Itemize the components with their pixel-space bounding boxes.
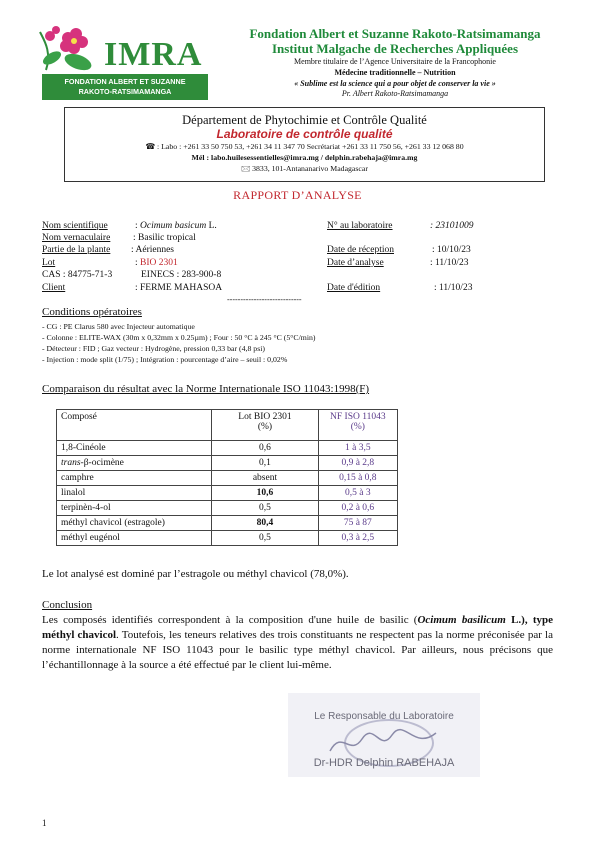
report-title: RAPPORT D’ANALYSE: [233, 188, 362, 202]
table-row: [57, 456, 398, 471]
scientific-name-label: Nom scientifique: [42, 221, 108, 231]
membership-line: Membre titulaire de l’Agence Universitaire de la Francophonie: [294, 57, 496, 66]
signatory-name: Dr-HDR Delphin RABEHAJA: [313, 757, 455, 769]
condition-line: - CG : PE Clarus 580 avec Injecteur automatique: [42, 322, 195, 331]
header-lot: Lot BIO 2301 (%): [212, 410, 318, 441]
compound-cell: linalol: [57, 486, 212, 501]
table-header-row: [57, 410, 398, 441]
analysis-date-label: Date d’analyse: [327, 258, 384, 268]
flower-icon: [38, 22, 108, 74]
dominance-statement: Le lot analysé est dominé par l’estragole ou méthyl chavicol (78,0%).: [42, 568, 349, 580]
lab-number-value: : 23101009: [430, 221, 474, 231]
client-label: Client: [42, 283, 66, 293]
plant-part-value: : Aériennes: [131, 245, 175, 255]
lot-label: Lot: [42, 258, 56, 268]
logo-wordmark: IMRA: [104, 36, 203, 73]
lot-cell: 0,6: [212, 441, 318, 456]
lot-cell: 0,1: [212, 456, 318, 471]
motto-line: « Sublime est la science qui a pour objet de conserver la vie »: [294, 79, 496, 88]
lab-title: Laboratoire de contrôle qualité: [216, 127, 393, 141]
mail-label: Mél :: [191, 153, 210, 162]
norm-cell: 0,3 à 2,5: [318, 531, 397, 546]
signature-stamp: [288, 693, 480, 777]
department-title: Département de Phytochimie et Contrôle Qualité: [182, 113, 427, 127]
header-norm: NF ISO 11043 (%): [318, 410, 397, 441]
compound-cell: 1,8-Cinéole: [57, 441, 212, 456]
table-row: [57, 501, 398, 516]
condition-line: - Colonne : ELITE-WAX (30m x 0,32mm x 0.25µm) ; Four : 50 °C à 245 °C (5°C/min): [42, 333, 316, 342]
lot-cell: absent: [212, 471, 318, 486]
mail-line: [65, 152, 544, 163]
phone-line: ☎ : Labo : +261 33 50 750 53, +261 34 11 347 70 Secrétariat +261 33 11 750 56, +261 33 12 068 80: [145, 142, 464, 151]
norm-cell: 0,5 à 3: [318, 486, 397, 501]
table-row: [57, 441, 398, 456]
einecs-number: EINECS : 283-900-8: [141, 270, 222, 280]
results-table: [56, 409, 398, 546]
client-value: : FERME MAHASOA: [135, 283, 223, 293]
founder-line: Pr. Albert Rakoto-Ratsimamanga: [341, 89, 449, 98]
compound-cell: méthyl chavicol (estragole): [57, 516, 212, 531]
logo-band-line2: RAKOTO-RATSIMAMANGA: [78, 87, 172, 96]
conditions-title: Conditions opératoires: [42, 306, 142, 318]
lot-cell: 80,4: [212, 516, 318, 531]
table-row: [57, 471, 398, 486]
lot-cell: 0,5: [212, 531, 318, 546]
scientific-name-value: : Ocimum basicum L.: [135, 221, 217, 231]
lab-number-label: N° au laboratoire: [327, 221, 393, 231]
table-row: [57, 486, 398, 501]
lot-cell: 0,5: [212, 501, 318, 516]
signatory-role: Le Responsable du Laboratoire: [314, 711, 454, 722]
plant-part-label: Partie de la plante: [42, 245, 111, 255]
institute-header: [215, 26, 575, 99]
conclusion-text: Les composés identifiés correspondent à la composition d'une huile de basilic (Ocimum basilicum L.), type méthyl chavicol. Toutefois, les teneurs relatives des trois constituants ne respectent pas la norme préconisée par la norme internationale NF ISO 11043 pour le basilic type méthyl chavicol. Par ailleurs, nous précisons que l’échantillonnage à la source a été effectué par le client lui-même.: [42, 614, 553, 671]
norm-cell: 0,9 à 2,8: [318, 456, 397, 471]
edition-date-value: : 11/10/23: [434, 283, 473, 293]
lot-value: : BIO 2301: [135, 258, 178, 268]
department-box: [64, 107, 545, 182]
table-row: [57, 516, 398, 531]
cas-number: CAS : 84775-71-3: [42, 270, 113, 280]
compound-cell: méthyl eugénol: [57, 531, 212, 546]
compound-cell: trans-β-ocimène: [57, 456, 212, 471]
reception-date-label: Date de réception: [327, 245, 394, 255]
norm-cell: 0,15 à 0,8: [318, 471, 397, 486]
logo-band-line1: FONDATION ALBERT ET SUZANNE: [64, 77, 186, 86]
norm-cell: 1 à 3,5: [318, 441, 397, 456]
header-compound: Composé: [57, 410, 212, 441]
condition-line: - Injection : mode split (1/75) ; Intégration : pourcentage d’aire – seuil : 0,02%: [42, 355, 288, 364]
compound-cell: terpinèn-4-ol: [57, 501, 212, 516]
table-row: [57, 531, 398, 546]
analysis-date-value: : 11/10/23: [430, 258, 469, 268]
norm-cell: 0,2 à 0,6: [318, 501, 397, 516]
norm-cell: 75 à 87: [318, 516, 397, 531]
logo-band: [42, 74, 208, 100]
field-line: Médecine traditionnelle – Nutrition: [334, 68, 456, 77]
edition-date-label: Date d'édition: [327, 283, 381, 293]
vernacular-name-value: : Basilic tropical: [133, 233, 196, 243]
mail-link[interactable]: labo.huilesessentielles@imra.mg / delphin.rabehaja@imra.mg: [211, 153, 418, 162]
condition-line: - Détecteur : FID ; Gaz vecteur : Hydrogène, pression 0,33 bar (4,8 psi): [42, 344, 266, 353]
lot-cell: 10,6: [212, 486, 318, 501]
foundation-title: Fondation Albert et Suzanne Rakoto-Ratsimamanga: [249, 26, 541, 41]
conclusion-title: Conclusion: [42, 599, 93, 611]
institute-title: Institut Malgache de Recherches Appliquées: [271, 41, 519, 56]
vernacular-name-label: Nom vernaculaire: [42, 233, 111, 243]
compound-cell: camphre: [57, 471, 212, 486]
imra-logo: [38, 22, 210, 100]
separator-line: ----------------------------: [227, 295, 302, 304]
comparison-title: Comparaison du résultat avec la Norme Internationale ISO 11043:1998(F): [42, 383, 370, 395]
address-line: 🖂 3833, 101-Antananarivo Madagascar: [241, 164, 368, 173]
reception-date-value: : 10/10/23: [432, 245, 471, 255]
page-number: 1: [42, 818, 47, 828]
